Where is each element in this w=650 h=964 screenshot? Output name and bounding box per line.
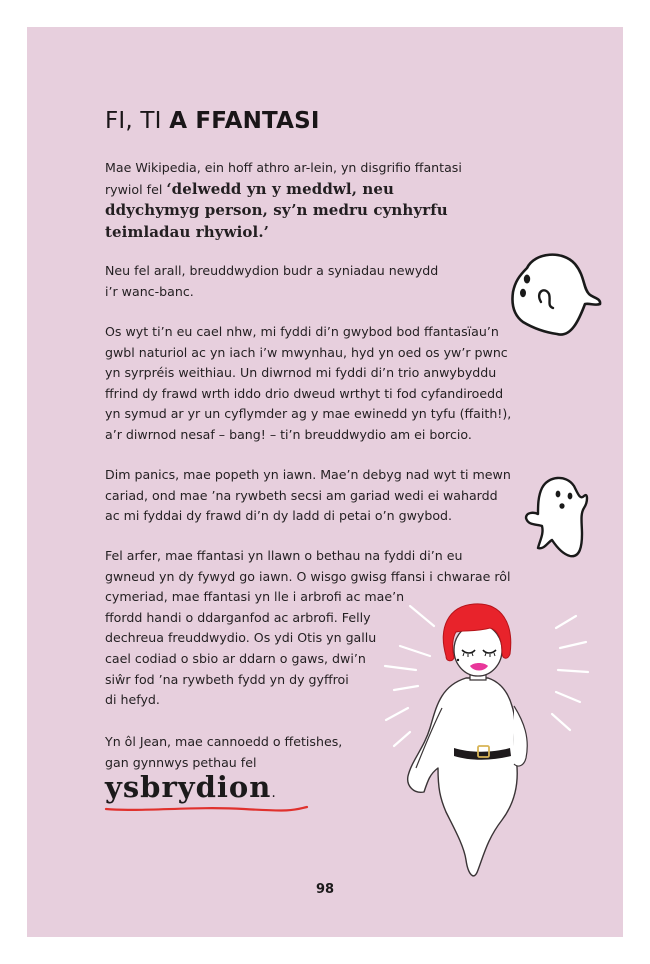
paragraph-5: Fel arfer, mae ffantasi yn llawn o bethau na fyddi di’n eu gwneud yn dy fywyd go iawn. O wisgo gwisg ffansi i chwarae rôl cymeriad, mae ffantasi yn lle i arbrofi ac mae’n ffordd handi o ddarganfod ac arbrofi. Felly dechreua freuddwydio. Os ydi Otis yn gallu cael codiad o sbio ar ddarn o gaws, dwi’n siŵr fod ’na rywbeth fydd yn dy gyffroi di hefyd.	[105, 548, 511, 708]
red-underline-stroke	[104, 804, 309, 814]
emphasis-word: ysbrydion.	[105, 770, 276, 804]
wikipedia-quote: ‘delwedd yn y meddwl, neu	[166, 179, 395, 198]
paragraph-3: Os wyt ti’n eu cael nhw, mi fyddi di’n gwybod bod ffantasïau’n gwbl naturiol ac yn iach i’w mwynhau, hyd yn oed os yw’r pwnc yn syrpréis weithiau. Un diwrnod mi fyddi di’n trio anwybyddu ffrind dy frawd wrth iddo drio dweud wrthyt ti fod cyfandiroedd yn symud ar yr un cyflymder ag y mae ewinedd yn tyfu (ffaith!), a’r diwrnod nesaf – bang! – ti’n breuddwydio am ei borcio.	[105, 324, 512, 442]
page-number: 98	[315, 882, 335, 897]
page-title: FI, TI A FFANTASI	[105, 108, 320, 134]
paragraph-6: Yn ôl Jean, mae cannoedd o ffetishes, gan gynnwys pethau fel	[105, 734, 343, 770]
red-haired-ghost-woman-illustration	[380, 598, 596, 888]
intro-paragraph: Mae Wikipedia, ein hoff athro ar-lein, yn disgrifio ffantasi rywiol fel ‘delwedd yn y meddwl, neu ddychymyg person, sy’n medru cynhyrfu teimladau rhywiol.’	[105, 160, 462, 241]
waving-ghost-illustration	[522, 472, 590, 562]
sad-ghost-illustration	[505, 248, 605, 344]
paragraph-4: Dim panics, mae popeth yn iawn. Mae’n debyg nad wyt ti mewn cariad, ond mae ’na rywbeth secsi am gariad wedi ei wahardd ac mi fyddai dy frawd di’n dy ladd di petai o’n gwybod.	[105, 467, 511, 524]
paragraph-2: Neu fel arall, breuddwydion budr a syniadau newydd i’r wanc-banc.	[105, 263, 439, 299]
